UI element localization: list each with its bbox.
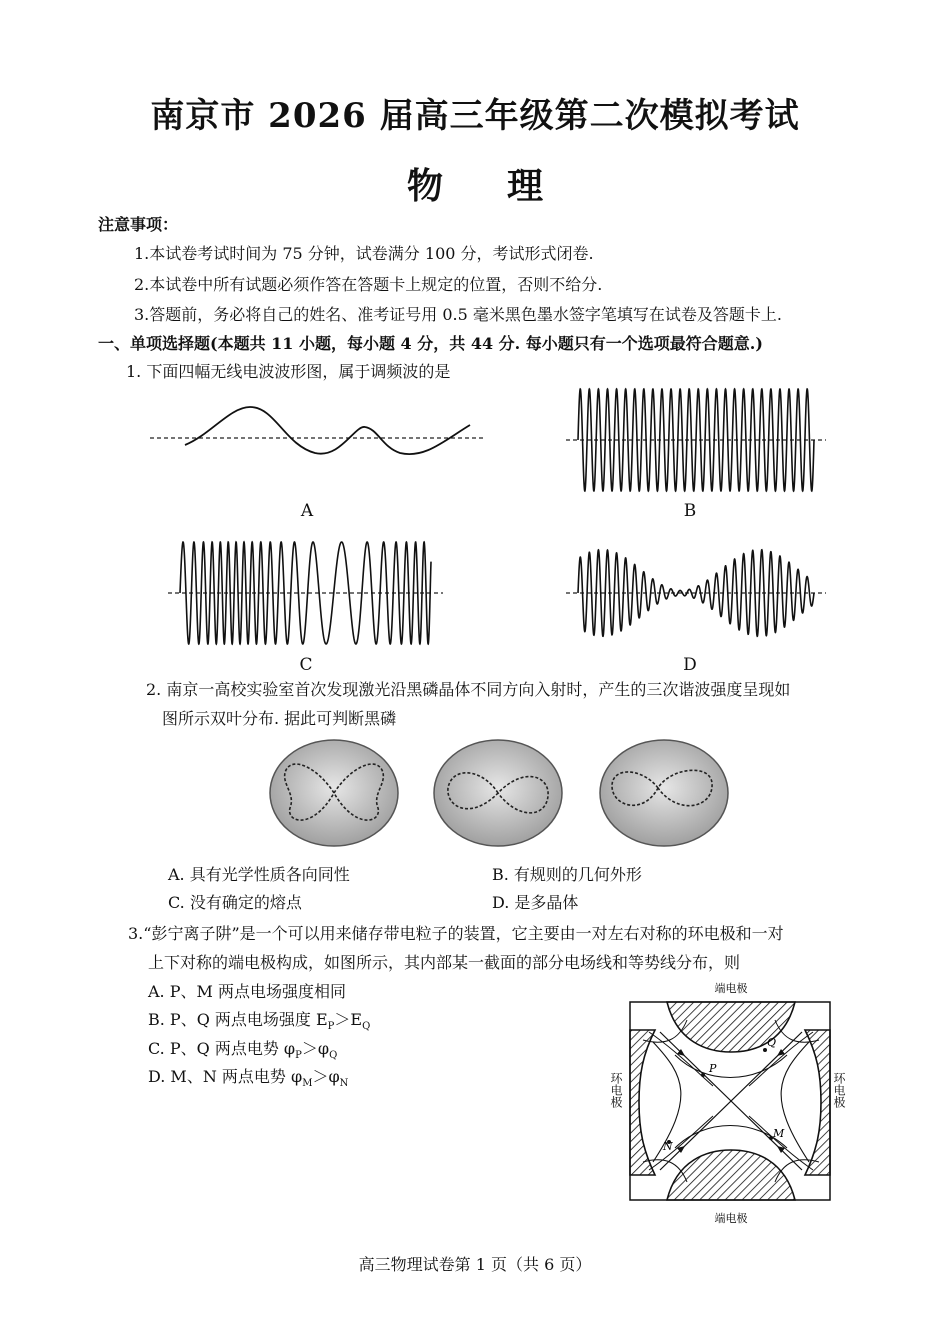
- question-3-option-d[interactable]: D. M、N 两点电势 $\varphi_M>\varphi_N$: [148, 1067, 349, 1090]
- question-3-stem-line-2: 上下对称的端电极构成，如图所示，其内部某一截面的部分电场线和等势线分布，则: [148, 953, 741, 972]
- top-electrode-label: 端电极: [714, 982, 748, 995]
- waveform-c: [168, 538, 443, 648]
- question-1-stem: 1. 下面四幅无线电波波形图，属于调频波的是: [126, 362, 451, 381]
- point-n: N: [663, 1140, 673, 1153]
- left-ring-electrode-label: 环电极: [609, 1072, 623, 1108]
- subject-title: 物理: [406, 165, 607, 207]
- question-2-option-d[interactable]: D. 是多晶体: [492, 893, 579, 912]
- notice-item-1: 1.本试卷考试时间为 75 分钟，试卷满分 100 分，考试形式闭卷.: [134, 244, 594, 263]
- harmonic-pattern-3: [598, 738, 730, 848]
- point-p: P: [709, 1062, 717, 1075]
- question-2-option-b[interactable]: B. 有规则的几何外形: [492, 865, 642, 884]
- waveform-b: [566, 385, 826, 495]
- waveform-d: [566, 538, 826, 648]
- harmonic-pattern-2: [432, 738, 564, 848]
- bottom-electrode-label: 端电极: [714, 1212, 748, 1225]
- notice-item-2: 2.本试卷中所有试题必须作答在答题卡上规定的位置，否则不给分.: [134, 275, 603, 294]
- waveform-a-label: A: [300, 501, 314, 521]
- waveform-c-label: C: [299, 655, 313, 675]
- question-3-option-c[interactable]: C. P、Q 两点电势 $\varphi_P>\varphi_Q$: [148, 1039, 338, 1062]
- question-3-stem-line-1: 3.“彭宁离子阱”是一个可以用来储存带电粒子的装置，它主要由一对左右对称的环电极和一对: [128, 924, 784, 943]
- waveform-d-label: D: [683, 655, 697, 675]
- notice-item-3: 3.答题前，务必将自己的姓名、准考证号用 0.5 毫米黑色墨水签字笔填写在试卷及答题卡上.: [134, 305, 782, 324]
- question-2-option-a[interactable]: A. 具有光学性质各向同性: [168, 865, 350, 884]
- right-ring-electrode-label: 环电极: [832, 1072, 846, 1108]
- harmonic-pattern-1: [268, 738, 400, 848]
- penning-trap-diagram: [605, 980, 865, 1230]
- point-m: M: [773, 1127, 785, 1140]
- notice-heading: 注意事项：: [98, 215, 179, 234]
- question-3-option-b[interactable]: B. P、Q 两点电场强度 $E_P>E_Q$: [148, 1010, 371, 1033]
- exam-title: 南京市 2026 届高三年级第二次模拟考试: [150, 96, 800, 136]
- question-2-stem-line-1: 2. 南京一高校实验室首次发现激光沿黑磷晶体不同方向入射时，产生的三次谐波强度呈现如: [146, 680, 791, 699]
- waveform-a: [150, 395, 485, 465]
- question-3-option-a[interactable]: A. P、M 两点电场强度相同: [148, 982, 346, 1001]
- point-q: Q: [767, 1036, 777, 1049]
- section-heading: 一、单项选择题(本题共 11 小题，每小题 4 分，共 44 分. 每小题只有一个选项最符合题意.): [98, 334, 763, 353]
- question-2-option-c[interactable]: C. 没有确定的熔点: [168, 893, 302, 912]
- page-footer: 高三物理试卷第 1 页（共 6 页）: [358, 1255, 592, 1274]
- waveform-b-label: B: [683, 501, 697, 521]
- question-2-stem-line-2: 图所示双叶分布. 据此可判断黑磷: [162, 709, 397, 728]
